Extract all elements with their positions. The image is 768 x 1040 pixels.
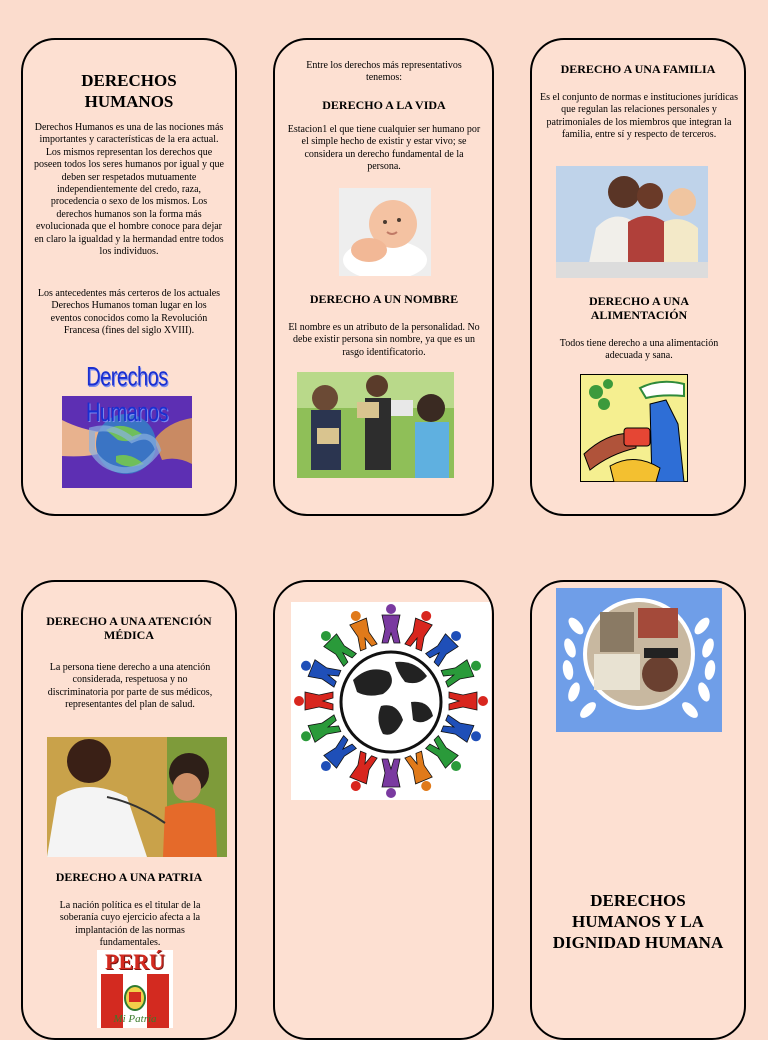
panel-world-illustration (273, 580, 494, 1040)
paragraph-familia: Es el conjunto de normas e instituciones jurídicas que regulan las relaciones personales y patrimoniales de los miembros que integran la familia, entre sí y respecto de terceros. (540, 92, 739, 141)
heading-familia: DERECHO A UNA FAMILIA (560, 62, 716, 76)
paragraph-atencion-medica: La persona tiene derecho a una atención considerada, respetuosa y no discriminatoria por parte de sus médicos, representantes del plan de salud. (47, 662, 213, 711)
paragraph-vida: Estacion1 el que tiene cualquier ser humano por el simple hecho de existir y estar vivo; se considera un derecho fundamental de la persona. (287, 124, 481, 173)
panel-title: DERECHOS HUMANOS (81, 71, 177, 111)
food-sharing-illustration (580, 374, 688, 482)
heading-nombre: DERECHO A UN NOMBRE (309, 292, 459, 306)
flag-text: PERÚ (105, 950, 165, 974)
heading-atencion-medica: DERECHO A UNA ATENCIÓN MÉDICA (46, 614, 212, 642)
panel-familia-alimentacion (530, 38, 746, 516)
family-image (556, 166, 708, 278)
baby-image (339, 188, 431, 276)
intro-paragraph: Derechos Humanos es una de las nociones más importantes y características de la era actual. Los mismos representan los derechos que poseen todos los seres humanos por igual y que deben ser respetados mutuamente independientemente del credo, raza, procedencia o sexo de los mismos. Los derechos humanos son la forma más evolucionada que el hombre conoce para dejar en claro la igualdad y la hermandad entre todos los individuos. (34, 122, 224, 258)
paragraph-patria: La nación política es el titular de la soberanía cuyo ejercicio afecta a la implantación de las normas fundamentales. (59, 900, 201, 949)
paragraph-nombre: El nombre es un atributo de la personalidad. No debe existir persona sin nombre, ya que es un rasgo identificatorio. (288, 322, 480, 358)
image-caption: Derechos Humanos (85, 362, 169, 428)
un-emblem-image (556, 588, 722, 732)
heading-patria: DERECHO A UNA PATRIA (55, 870, 203, 884)
panel-vida-nombre (273, 38, 494, 516)
panel-derechos-humanos (21, 38, 237, 516)
intro-text: Entre los derechos más representativos tenemos: (306, 60, 462, 84)
history-paragraph: Los antecedentes más certeros de los actuales Derechos Humanos toman lugar en los eventos conocidos como la Revolución Francesa (fines del siglo XVIII). (37, 288, 221, 337)
world-people-illustration (291, 602, 491, 800)
panel-cover (530, 580, 746, 1040)
children-id-cards-image (297, 372, 454, 478)
paragraph-alimentacion: Todos tiene derecho a una alimentación adecuada y sana. (559, 338, 719, 362)
panel-atencion-patria (21, 580, 237, 1040)
hands-globe-image (62, 360, 192, 488)
cover-title: DERECHOS HUMANOS Y LA DIGNIDAD HUMANA (552, 891, 724, 952)
heading-vida: DERECHO A LA VIDA (322, 98, 446, 112)
doctor-child-image (47, 737, 227, 857)
heading-alimentacion: DERECHO A UNA ALIMENTACIÓN (588, 294, 689, 322)
peru-flag-image (97, 950, 173, 1028)
flag-script-text: Mi Patria (113, 1013, 157, 1025)
